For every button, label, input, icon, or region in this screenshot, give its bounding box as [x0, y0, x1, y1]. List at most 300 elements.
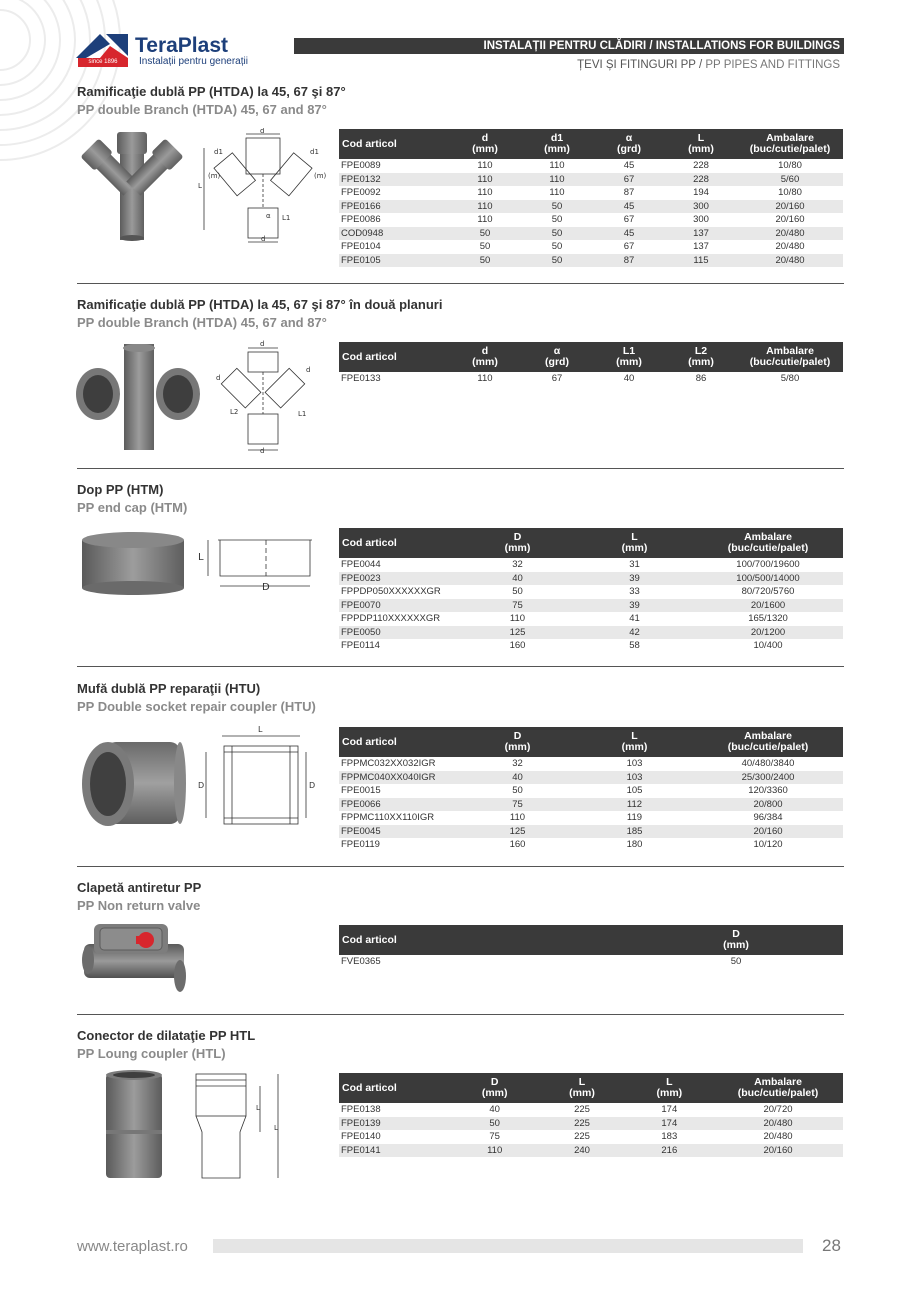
- table-cell: 10/80: [778, 187, 802, 199]
- table-cell: 40: [623, 373, 635, 385]
- table-cell: FPE0066: [339, 798, 459, 812]
- table-cell: FPE0138: [341, 1104, 381, 1116]
- table-cell: 41: [629, 613, 640, 625]
- table-cell: 67: [593, 173, 665, 187]
- table-cell: 50: [479, 241, 491, 253]
- table-cell: 50: [449, 254, 521, 268]
- table-cell: 20/160: [713, 1144, 843, 1158]
- col-header-text: d: [481, 345, 489, 357]
- table-cell: 110: [549, 160, 565, 172]
- col-header-text: (buc/cutie/palet): [727, 741, 809, 753]
- table-cell: FPE0015: [341, 785, 381, 797]
- table-cell: FPE0023: [339, 572, 459, 586]
- col-header: [737, 129, 843, 159]
- table-cell: FPE0114: [341, 640, 380, 652]
- section-1-title: Ramificaţie dublă PP (HTDA) la 45, 67 şi 87°: [77, 84, 346, 99]
- table-cell: 45: [593, 200, 665, 214]
- table-cell: 110: [509, 812, 526, 824]
- table-cell: 174: [661, 1104, 678, 1116]
- table-cell: FPPDP110XXXXXXGR: [341, 613, 441, 625]
- table-cell: 20/160: [737, 200, 843, 214]
- col-header-text: (mm): [621, 542, 648, 554]
- table-cell: FPPMC032XX032IGR: [341, 758, 436, 770]
- table-cell: 10/80: [778, 160, 802, 172]
- table-cell: 50: [451, 1117, 538, 1131]
- table-cell: 300: [665, 200, 737, 214]
- loung-label-L-inner: L: [256, 1104, 260, 1112]
- col-header-text: (mm): [472, 356, 498, 368]
- table-cell: 20/480: [763, 1131, 793, 1143]
- repair-coupler-photo: [78, 738, 186, 828]
- table-cell: FPE0133: [341, 373, 381, 385]
- col-header: [538, 1073, 625, 1103]
- table-cell: 165/1320: [748, 613, 788, 625]
- table-cell: 50: [512, 586, 523, 598]
- table-cell: 40: [459, 771, 576, 785]
- table-loung-coupler: [339, 1073, 843, 1157]
- col-header-text: (mm): [569, 1087, 595, 1099]
- table-row: [339, 838, 843, 852]
- col-header: [459, 727, 576, 757]
- col-header: [593, 129, 665, 159]
- table-cell: 112: [576, 798, 693, 812]
- table-row: [339, 186, 843, 200]
- loung-coupler-photo: [104, 1070, 164, 1182]
- section-4-title: Mufă dublă PP reparaţii (HTU): [77, 681, 261, 696]
- table-cell: 58: [629, 640, 640, 652]
- table-double-branch-two-planes: [339, 342, 843, 386]
- table-cell: 75: [459, 599, 576, 613]
- end-cap-photo: [80, 532, 186, 596]
- logo-roof-icon: [76, 34, 132, 58]
- table-cell: 300: [693, 214, 709, 226]
- end-cap-drawing: [196, 534, 320, 596]
- table-cell: 20/720: [763, 1104, 793, 1116]
- col-header-text: D: [513, 730, 522, 742]
- footer-url[interactable]: www.teraplast.ro: [77, 1238, 188, 1255]
- table-cell: 67: [551, 373, 563, 385]
- table-cell: FPE0141: [339, 1144, 451, 1158]
- col-header: [576, 528, 693, 558]
- table-cell: 20/1600: [693, 599, 843, 613]
- table-row: [339, 254, 843, 268]
- col-header-text: (grd): [617, 143, 641, 155]
- section-6-title: Conector de dilataţie PP HTL: [77, 1028, 256, 1043]
- table-cell: 20/480: [713, 1117, 843, 1131]
- col-header-text: d: [481, 132, 489, 144]
- loung-label-L-outer: L: [274, 1124, 278, 1132]
- branch-label-L1: L1: [282, 214, 291, 222]
- table-cell: 20/480: [737, 227, 843, 241]
- logo-tagline: Instalații pentru generații: [139, 56, 248, 67]
- table-row: [339, 771, 843, 785]
- header-subtitle-ro: ȚEVI ȘI FITINGURI PP /: [577, 59, 703, 71]
- col-header: [451, 1073, 538, 1103]
- table-cell: 96/384: [753, 812, 783, 824]
- table-header-row: [339, 1073, 843, 1103]
- col-header: Cod articol: [339, 1073, 451, 1103]
- table-cell: 40: [459, 572, 576, 586]
- table-cell: 180: [626, 839, 643, 851]
- table-cell: 110: [449, 173, 521, 187]
- table-cell: 125: [459, 626, 576, 640]
- table-row: [339, 227, 843, 241]
- table-row: [339, 213, 843, 227]
- table-header-row: [339, 528, 843, 558]
- table-cell: 39: [576, 572, 693, 586]
- table-cell: 100/500/14000: [693, 572, 843, 586]
- table-cell: 50: [521, 227, 593, 241]
- col-header: [665, 129, 737, 159]
- table-cell: 110: [477, 373, 493, 385]
- col-header: [459, 528, 576, 558]
- table-row: [339, 639, 843, 653]
- table-cell: 50: [449, 227, 521, 241]
- col-header: [626, 1073, 713, 1103]
- table-cell: 110: [477, 160, 493, 172]
- col-header-text: L: [697, 132, 705, 144]
- col-header-text: (buc/cutie/palet): [737, 1087, 819, 1099]
- table-cell: 20/1200: [693, 626, 843, 640]
- branch2-label-L2: L2: [230, 408, 239, 416]
- table-cell: 87: [593, 254, 665, 268]
- table-non-return-valve: [339, 925, 843, 969]
- table-cell: 105: [626, 785, 643, 797]
- table-cell: 5/80: [780, 373, 800, 385]
- table-cell: 216: [626, 1144, 713, 1158]
- table-cell: FVE0365: [341, 956, 381, 968]
- table-row: [339, 599, 843, 613]
- double-branch-two-planes-drawing: [202, 340, 330, 454]
- table-cell: 67: [623, 241, 635, 253]
- section-divider: [77, 468, 844, 469]
- col-header: [629, 925, 843, 955]
- col-header: Cod articol: [339, 528, 459, 558]
- coupler-label-D-right: D: [309, 781, 316, 790]
- table-cell: 160: [509, 640, 526, 652]
- table-row: [339, 798, 843, 812]
- table-cell: FPE0139: [339, 1117, 451, 1131]
- table-row: [339, 612, 843, 626]
- page-number: 28: [822, 1236, 841, 1255]
- col-header: [521, 342, 593, 372]
- table-cell: 40: [489, 1104, 500, 1116]
- section-divider: [77, 866, 844, 867]
- table-row: [339, 372, 843, 386]
- table-cell: 20/160: [775, 214, 805, 226]
- table-header-row: [339, 129, 843, 159]
- table-cell: 125: [459, 825, 576, 839]
- table-cell: FPE0092: [341, 187, 381, 199]
- table-cell: 32: [512, 758, 523, 770]
- table-cell: 42: [576, 626, 693, 640]
- table-cell: 45: [593, 227, 665, 241]
- table-cell: 50: [551, 214, 563, 226]
- table-double-branch: [339, 129, 843, 267]
- table-row: [339, 757, 843, 771]
- coupler-label-D-left: D: [198, 781, 205, 790]
- branch-label-d1-right: d1: [310, 148, 319, 156]
- section-3-subtitle: PP end cap (HTM): [77, 500, 188, 515]
- table-cell: 75: [489, 1131, 500, 1143]
- table-cell: 225: [574, 1104, 590, 1116]
- table-cell: 67: [623, 214, 635, 226]
- col-header-text: (mm): [688, 143, 714, 155]
- col-header-text: (buc/cutie/palet): [749, 143, 831, 155]
- table-cell: 225: [574, 1131, 590, 1143]
- col-header-text: Ambalare: [766, 132, 814, 144]
- section-divider: [77, 666, 844, 667]
- double-branch-two-planes-photo: [76, 344, 200, 452]
- col-header: [693, 528, 843, 558]
- col-header: [665, 342, 737, 372]
- table-cell: 110: [451, 1144, 538, 1158]
- table-cell: 137: [665, 227, 737, 241]
- col-header-text: L2: [694, 345, 708, 357]
- table-cell: 10/120: [753, 839, 783, 851]
- col-header-text: (mm): [723, 939, 749, 951]
- table-cell: 45: [623, 160, 635, 172]
- table-cell: 50: [521, 200, 593, 214]
- table-repair-coupler: [339, 727, 843, 852]
- table-cell: 40/480/3840: [741, 758, 795, 770]
- table-header-row: [339, 925, 843, 955]
- col-header-text: (mm): [544, 143, 570, 155]
- table-cell: 5/60: [737, 173, 843, 187]
- table-cell: 225: [538, 1117, 625, 1131]
- table-cell: 110: [509, 613, 526, 625]
- col-header: Cod articol: [339, 727, 459, 757]
- table-cell: 110: [449, 200, 521, 214]
- table-row: [339, 784, 843, 798]
- logo-name: TeraPlast: [135, 34, 228, 57]
- branch2-label-d-right: d: [306, 366, 311, 374]
- col-header-text: (mm): [504, 741, 531, 753]
- table-cell: 10/400: [753, 640, 783, 652]
- col-header-text: (grd): [545, 356, 569, 368]
- col-header: [576, 727, 693, 757]
- table-cell: 75: [459, 798, 576, 812]
- table-cell: FPE0104: [341, 241, 381, 253]
- table-cell: 110: [477, 187, 493, 199]
- table-cell: 194: [693, 187, 709, 199]
- table-cell: 20/160: [693, 825, 843, 839]
- table-cell: FPPMC110XX110IGR: [341, 812, 435, 824]
- table-row: [339, 1117, 843, 1131]
- header-bar-title: INSTALAȚII PENTRU CLĂDIRI / INSTALLATIONS FOR BUILDINGS: [294, 38, 844, 54]
- col-header: [593, 342, 665, 372]
- branch2-label-L1: L1: [298, 410, 307, 418]
- col-header-text: L1: [622, 345, 636, 357]
- col-header-text: D: [490, 1076, 499, 1088]
- table-cell: 25/300/2400: [693, 771, 843, 785]
- endcap-label-D: D: [262, 582, 270, 593]
- table-row: [339, 585, 843, 599]
- table-cell: 33: [629, 586, 640, 598]
- table-end-cap: [339, 528, 843, 653]
- section-2-subtitle: PP double Branch (HTDA) 45, 67 and 87°: [77, 315, 327, 330]
- section-3-title: Dop PP (HTM): [77, 482, 164, 497]
- col-header-text: D: [513, 531, 522, 543]
- section-5-subtitle: PP Non return valve: [77, 898, 201, 913]
- col-header-text: (buc/cutie/palet): [749, 356, 831, 368]
- branch-label-L: L: [198, 182, 202, 190]
- branch-label-alpha: α: [266, 212, 271, 220]
- table-row: [339, 825, 843, 839]
- table-cell: FPE0045: [339, 825, 459, 839]
- double-branch-drawing: [196, 128, 336, 244]
- table-cell: 185: [576, 825, 693, 839]
- table-cell: 110: [521, 173, 593, 187]
- col-header: [713, 1073, 843, 1103]
- col-header-text: (buc/cutie/palet): [727, 542, 809, 554]
- table-cell: 20/480: [737, 254, 843, 268]
- non-return-valve-photo: [80, 918, 188, 994]
- col-header-text: Ambalare: [744, 730, 792, 742]
- table-row: [339, 1144, 843, 1158]
- table-cell: FPE0105: [339, 254, 449, 268]
- section-1-subtitle: PP double Branch (HTDA) 45, 67 and 87°: [77, 102, 327, 117]
- col-header-text: (mm): [472, 143, 498, 155]
- table-header-row: [339, 342, 843, 372]
- col-header-text: D: [732, 928, 740, 940]
- table-header-row: [339, 727, 843, 757]
- col-header: [521, 129, 593, 159]
- table-row: [339, 1130, 843, 1144]
- table-cell: 50: [551, 241, 563, 253]
- table-cell: 103: [626, 758, 643, 770]
- repair-coupler-drawing: [196, 724, 326, 828]
- col-header-text: Ambalare: [744, 531, 792, 543]
- teraplast-logo: [76, 34, 251, 70]
- col-header-text: L: [578, 1076, 586, 1088]
- table-cell: FPE0132: [339, 173, 449, 187]
- table-cell: FPE0166: [339, 200, 449, 214]
- table-cell: 50: [521, 254, 593, 268]
- table-row: [339, 200, 843, 214]
- col-header: Cod articol: [339, 342, 449, 372]
- endcap-label-L: L: [198, 552, 204, 563]
- table-cell: FPE0044: [341, 559, 381, 571]
- col-header-text: (mm): [688, 356, 714, 368]
- table-row: [339, 240, 843, 254]
- branch-label-d-bottom: d: [261, 235, 266, 243]
- col-header: [737, 342, 843, 372]
- branch-label-d: d: [260, 128, 265, 135]
- table-cell: 228: [693, 160, 709, 172]
- col-header: Cod articol: [339, 129, 449, 159]
- table-row: [339, 572, 843, 586]
- table-cell: 115: [665, 254, 737, 268]
- table-cell: 103: [576, 771, 693, 785]
- table-cell: 174: [626, 1117, 713, 1131]
- table-cell: 183: [661, 1131, 678, 1143]
- table-cell: FPE0140: [341, 1131, 381, 1143]
- table-cell: FPPMC040XX040IGR: [339, 771, 459, 785]
- table-cell: FPPDP050XXXXXXGR: [341, 586, 441, 598]
- section-6-subtitle: PP Loung coupler (HTL): [77, 1046, 226, 1061]
- header-subtitle: [577, 59, 840, 71]
- header-subtitle-en: PP PIPES AND FITTINGS: [705, 59, 840, 71]
- col-header-text: α: [553, 345, 561, 357]
- table-cell: 240: [538, 1144, 625, 1158]
- loung-coupler-drawing: [194, 1070, 290, 1182]
- branch2-label-d-bottom: d: [260, 447, 265, 454]
- col-header-text: (mm): [621, 741, 648, 753]
- col-header-text: (mm): [616, 356, 642, 368]
- table-cell: 110: [549, 187, 565, 199]
- table-row: [339, 955, 843, 969]
- section-2-title: Ramificaţie dublă PP (HTDA) la 45, 67 şi 87° în două planuri: [77, 297, 443, 312]
- table-cell: 20/800: [693, 798, 843, 812]
- table-cell: 119: [626, 812, 643, 824]
- col-header-text: L: [631, 730, 638, 742]
- table-cell: FPE0070: [339, 599, 459, 613]
- section-divider: [77, 1014, 844, 1015]
- table-cell: 50: [730, 956, 742, 968]
- col-header-text: Ambalare: [754, 1076, 802, 1088]
- branch2-label-d-left: d: [216, 374, 221, 382]
- table-cell: 32: [512, 559, 523, 571]
- col-header: [449, 342, 521, 372]
- col-header-text: (mm): [656, 1087, 683, 1099]
- table-cell: 20/480: [775, 241, 805, 253]
- table-row: [339, 173, 843, 187]
- table-cell: 39: [576, 599, 693, 613]
- table-cell: FPE0086: [341, 214, 381, 226]
- table-cell: 228: [665, 173, 737, 187]
- col-header-text: d1: [550, 132, 564, 144]
- table-row: [339, 159, 843, 173]
- table-cell: 160: [509, 839, 526, 851]
- table-cell: 120/3360: [748, 785, 788, 797]
- col-header-text: α: [625, 132, 633, 144]
- col-header: [693, 727, 843, 757]
- section-divider: [77, 283, 844, 284]
- table-cell: FPE0050: [339, 626, 459, 640]
- col-header-text: (mm): [504, 542, 531, 554]
- table-cell: 50: [512, 785, 523, 797]
- branch-label-d1-left: d1: [214, 148, 223, 156]
- table-cell: 110: [477, 214, 493, 226]
- table-row: [339, 558, 843, 572]
- branch2-label-d: d: [260, 340, 265, 348]
- table-cell: 100/700/19600: [736, 559, 800, 571]
- table-cell: COD0948: [339, 227, 449, 241]
- table-row: [339, 626, 843, 640]
- table-cell: 87: [623, 187, 635, 199]
- col-header: [449, 129, 521, 159]
- col-header: Cod articol: [339, 925, 629, 955]
- coupler-label-L: L: [258, 725, 263, 734]
- table-cell: 86: [695, 373, 707, 385]
- branch-label-dim-left: (m): [208, 172, 221, 180]
- table-cell: FPE0119: [341, 839, 380, 851]
- col-header-text: Ambalare: [766, 345, 814, 357]
- table-cell: 31: [629, 559, 640, 571]
- table-cell: FPE0089: [341, 160, 381, 172]
- col-header-text: (mm): [481, 1087, 508, 1099]
- branch-label-dim-right: (m): [314, 172, 327, 180]
- section-4-subtitle: PP Double socket repair coupler (HTU): [77, 699, 316, 714]
- table-row: [339, 1103, 843, 1117]
- footer-bar: [213, 1239, 803, 1253]
- col-header-text: L: [666, 1076, 673, 1088]
- section-5-title: Clapetă antiretur PP: [77, 880, 202, 895]
- col-header-text: L: [631, 531, 638, 543]
- table-row: [339, 811, 843, 825]
- table-cell: 137: [693, 241, 709, 253]
